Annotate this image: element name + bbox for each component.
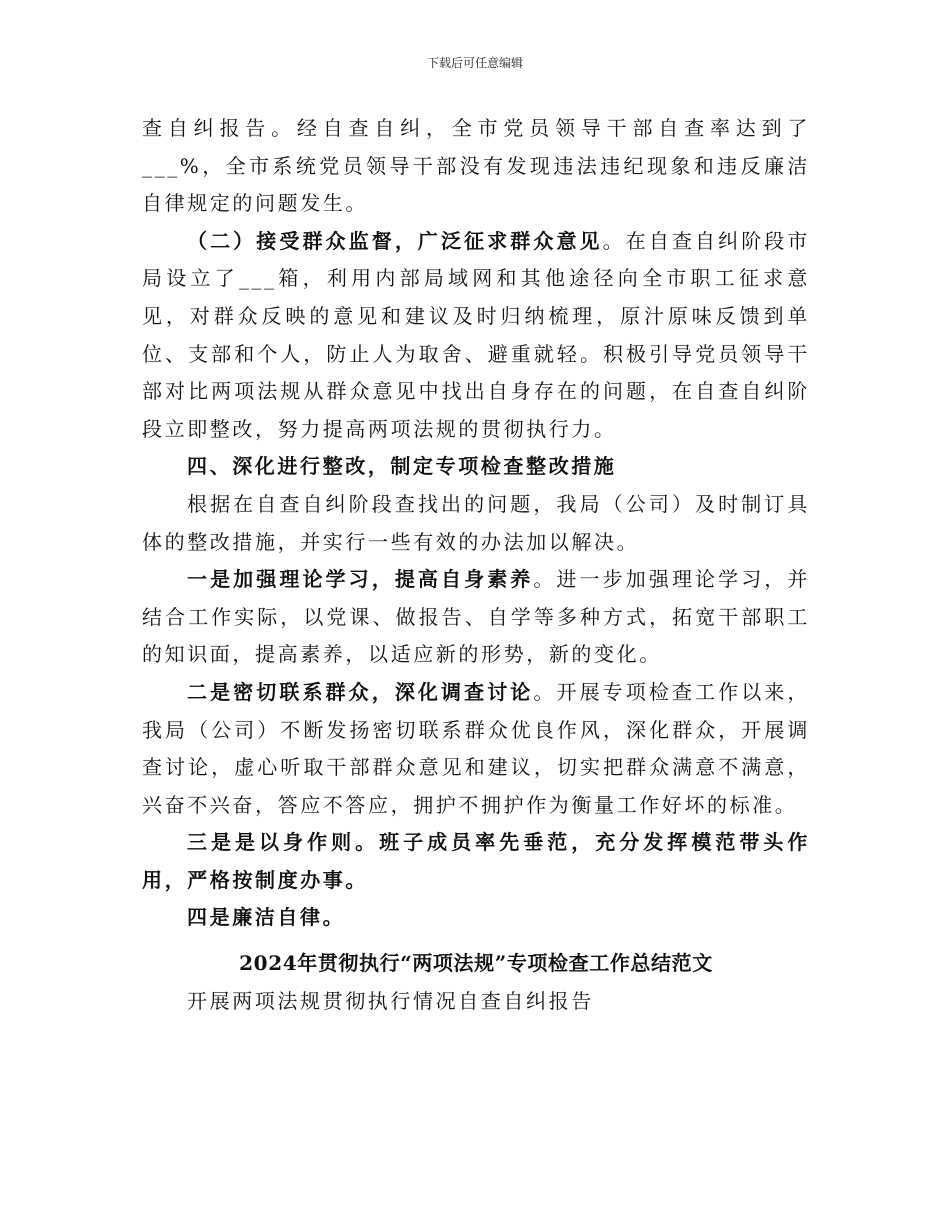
paragraph-rectification-measures: 根据在自查自纠阶段查找出的问题，我局（公司）及时制订具体的整改措施，并实行一些有效的办法加以解决。: [142, 491, 810, 554]
paragraph-contact-masses: [142, 674, 810, 824]
paragraph-heading-bold: 一是加强理论学习，提高自身素养: [187, 567, 534, 592]
paragraph-body: 。进一步加强理论学习，并结合工作实际，以党课、做报告、自学等多种方式，拓宽干部职工的知识面，提高素养，以适应新的形势，新的变化。: [142, 567, 811, 667]
paragraph-self-check-result: 查自纠报告。经自查自纠，全市党员领导干部自查率达到了___%，全市系统党员领导干部没有发现违法违纪现象和违反廉洁自律规定的问题发生。: [142, 116, 810, 216]
paragraph-integrity: 四是廉洁自律。: [187, 905, 346, 930]
paragraph-body: 。开展专项检查工作以来，我局（公司）不断发扬密切联系群众优良作风，深化群众，开展调查讨论，虚心听取干部群众意见和建议，切实把群众满意不满意，兴奋不兴奋，答应不答应，拥护不拥护作为衡量工作好坏的标准。: [142, 679, 811, 817]
paragraph-heading-bold: 二是密切联系群众，深化调查讨论: [187, 679, 534, 704]
paragraph-body: 。在自查自纠阶段市局设立了___箱，利用内部局域网和其他途径向全市职工征求意见，对群众反映的意见和建议及时归纳梳理，原汁原味反馈到单位、支部和个人，防止人为取舍、避重就轻。积极引导党员领导干部对比两项法规从群众意见中找出自身存在的问题，在自查自纠阶段立即整改，努力提高两项法规的贯彻执行力。: [142, 228, 810, 441]
document-body: [142, 110, 810, 1020]
document-title: 2024年贯彻执行“两项法规”专项检查工作总结范文: [239, 951, 713, 976]
section-heading-rectification: 四、深化进行整改，制定专项检查整改措施: [187, 454, 617, 479]
paragraph-theory-study: [142, 561, 810, 674]
paragraph-heading-bold: （二）接受群众监督，广泛征求群众意见: [187, 228, 603, 253]
paragraph-report-subtitle: 开展两项法规贯彻执行情况自查自纠报告: [187, 988, 594, 1013]
paragraph-lead-by-example: 三是是以身作则。班子成员率先垂范，充分发挥模范带头作用，严格按制度办事。: [142, 830, 810, 892]
page-header: 下载后可任意编辑: [426, 56, 523, 70]
paragraph-public-supervision: [142, 223, 810, 449]
